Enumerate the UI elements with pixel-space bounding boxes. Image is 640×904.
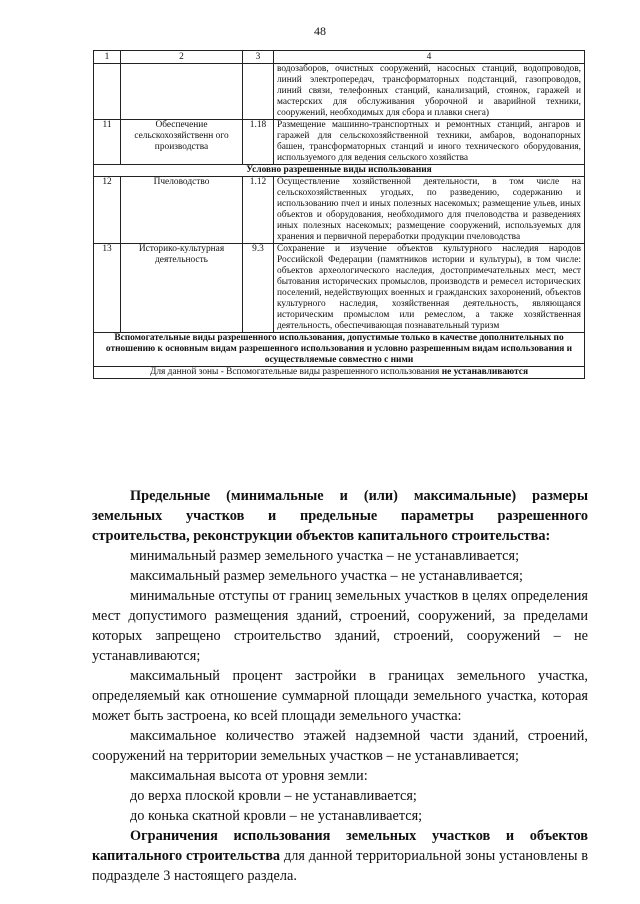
pitched-roof-line: до конька скатной кровли – не устанавливается; bbox=[130, 808, 423, 824]
zone-note-row bbox=[94, 367, 585, 379]
parameters-heading: Предельные (минимальные и (или) максимальные) размеры земельных участков и предельные параметры разрешенного строительства, реконструкции объектов капитального строительства: bbox=[92, 488, 588, 544]
header-col-1: 1 bbox=[94, 51, 121, 64]
row-11-code: 1.18 bbox=[243, 120, 274, 165]
zone-note bbox=[94, 367, 585, 379]
zone-note-prefix: Для данной зоны - Вспомогательные виды разрешенного использования bbox=[149, 367, 442, 377]
row-13-number: 13 bbox=[94, 244, 121, 333]
row-13-name: Историко-культурная деятельность bbox=[121, 244, 243, 333]
min-setback-paragraph: минимальные отступы от границ земельных участков в целях определения мест допустимого размещения зданий, строений, сооружений, за пределами которых запрещено строительство зданий, строений, сооружений – не устанавливаются; bbox=[92, 588, 588, 664]
section-conditional-row bbox=[94, 165, 585, 177]
row-11-number: 11 bbox=[94, 120, 121, 165]
table-row-continuation bbox=[94, 64, 585, 120]
zone-note-bold: не устанавливаются bbox=[441, 367, 529, 377]
max-coverage-paragraph: максимальный процент застройки в границах земельного участка, определяемый как отношение суммарной площади земельного участка, которая может быть застроена, ко всей площади земельного участка: bbox=[92, 668, 588, 724]
header-col-2: 2 bbox=[121, 51, 243, 64]
continuation-description: водозаборов, очистных сооружений, насосных станций, водопроводов, линий электропередач, трансформаторных подстанций, газопроводов, линий связи, телефонных станций, канализаций, стоянок, гаражей и мастерских для обслуживания уборочной и аварийной техники, сооружений, необходимых для сбора и плавки снега) bbox=[274, 64, 585, 120]
section-conditional-title: Условно разрешенные виды использования bbox=[94, 165, 585, 177]
row-12-description: Осуществление хозяйственной деятельности, в том числе на сельскохозяйственных угодьях, по разведению, содержанию и использованию пчел и иных полезных насекомых; размещение ульев, иных объектов и оборудования, необходимого для пчеловодства и разведениях иных полезных насекомых; размещение сооружений, используемых для хранения и первичной переработки продукции пчеловодства bbox=[274, 177, 585, 244]
table-row-11 bbox=[94, 120, 585, 165]
table-header-row bbox=[94, 51, 585, 64]
restrictions-paragraph bbox=[92, 826, 588, 886]
table-row-13 bbox=[94, 244, 585, 333]
row-12-name: Пчеловодство bbox=[121, 177, 243, 244]
row-12-code: 1.12 bbox=[243, 177, 274, 244]
row-12-number: 12 bbox=[94, 177, 121, 244]
row-13-description: Сохранение и изучение объектов культурного наследия народов Российской Федерации (памятников истории и культуры), в том числе: объектов археологического наследия, достопримечательных мест, мест бытования исторических промыслов, производств и ремесел исторических поселений, недействующих военных и гражданских захоронений, объектов культурного наследия, хозяйственная деятельность, являющаяся историческим промыслом или ремеслом, а также хозяйственная деятельность, обеспечивающая познавательный туризм bbox=[274, 244, 585, 333]
parameters-text bbox=[92, 486, 588, 886]
max-height-line: максимальная высота от уровня земли: bbox=[130, 768, 368, 784]
table-row-12 bbox=[94, 177, 585, 244]
section-auxiliary-title: Вспомогательные виды разрешенного использования, допустимые только в качестве дополнительных по отношению к основным видам разрешенного использования и условно разрешенным видам использования и осуществляемые совместно с ними bbox=[94, 333, 585, 367]
row-11-description: Размещение машинно-транспортных и ремонтных станций, ангаров и гаражей для сельскохозяйственной техники, амбаров, водонапорных башен, трансформаторных станций и иного технического оборудования, используемого для ведения сельского хозяйства bbox=[274, 120, 585, 165]
flat-roof-line: до верха плоской кровли – не устанавливается; bbox=[130, 788, 417, 804]
max-area-line: максимальный размер земельного участка – не устанавливается; bbox=[130, 568, 523, 584]
row-11-name: Обеспечение сельскохозяйственн ого производства bbox=[121, 120, 243, 165]
restrictions-bold: Ограничения использования земельных участков и объектов капитального строительства bbox=[92, 828, 588, 864]
restrictions-rest: для данной территориальной зоны установлены в подразделе 3 настоящего раздела. bbox=[92, 848, 589, 884]
section-auxiliary-row bbox=[94, 333, 585, 367]
header-col-4: 4 bbox=[274, 51, 585, 64]
land-use-table bbox=[93, 50, 585, 379]
header-col-3: 3 bbox=[243, 51, 274, 64]
row-13-code: 9.3 bbox=[243, 244, 274, 333]
min-area-line: минимальный размер земельного участка – не устанавливается; bbox=[130, 548, 520, 564]
page-number: 48 bbox=[314, 24, 326, 38]
max-floors-paragraph: максимальное количество этажей надземной части зданий, строений, сооружений на территории земельных участков – не устанавливается; bbox=[92, 728, 588, 764]
